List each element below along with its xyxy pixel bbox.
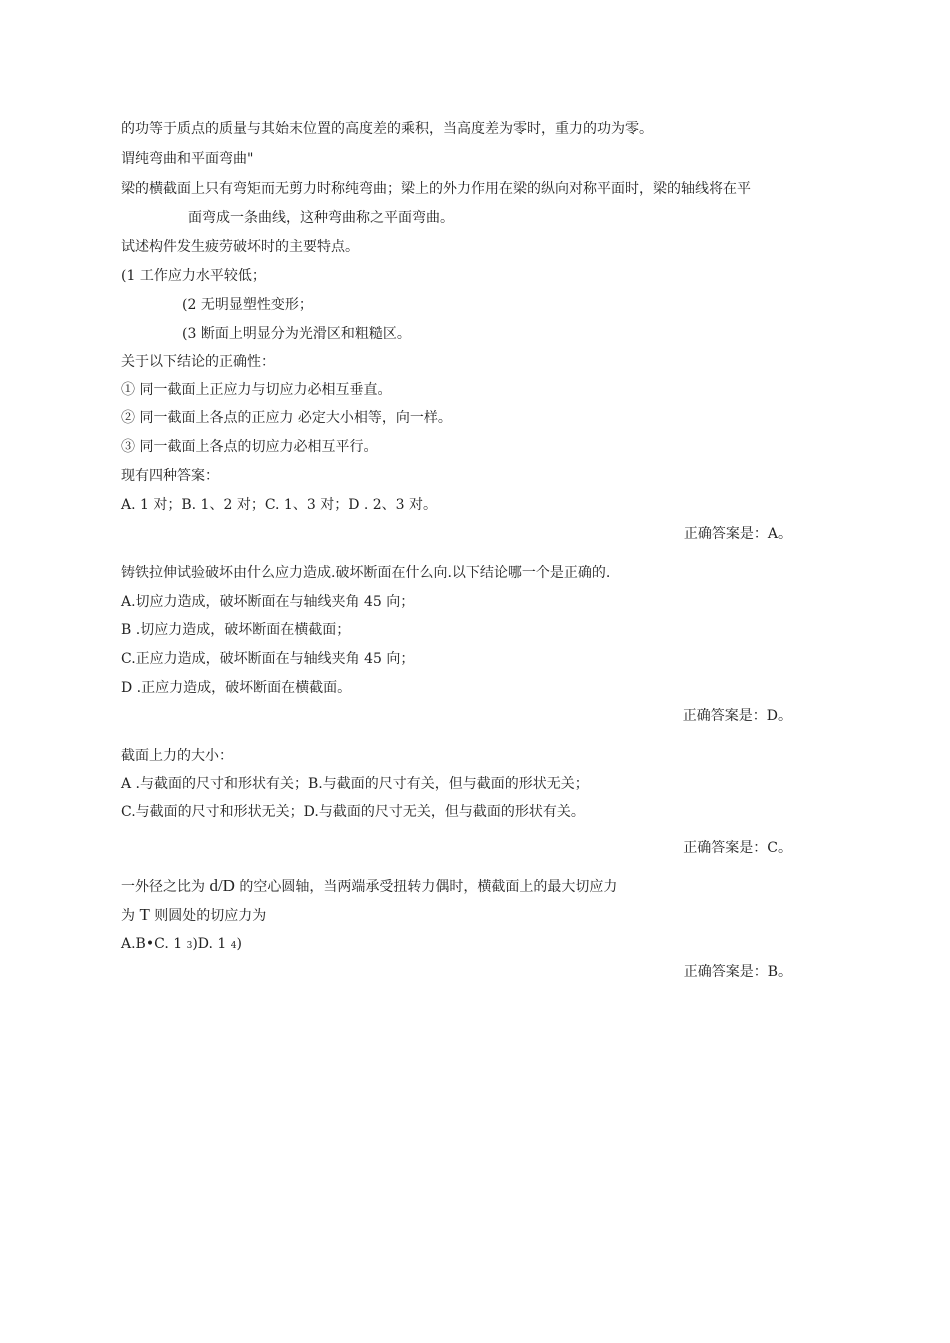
answer-option: B .切应力造成，破坏断面在横截面； <box>121 622 351 638</box>
answer-options: A. 1 对；B. 1、2 对；C. 1、3 对；D . 2、3 对。 <box>121 497 438 513</box>
text-line: 为 T 则圆处的切应力为 <box>121 905 267 924</box>
list-item: (2 无明显塑性变形； <box>182 297 313 313</box>
answer-option: C.正应力造成，破坏断面在与轴线夹角 45 向； <box>121 651 415 667</box>
tau-symbol: T <box>139 905 150 924</box>
answer-option: D .正应力造成，破坏断面在横截面。 <box>121 680 352 696</box>
question-heading: 谓纯弯曲和平面弯曲" <box>121 151 254 167</box>
question-heading: 关于以下结论的正确性： <box>121 354 275 370</box>
text-line: 面弯成一条曲线，这种弯曲称之平面弯曲。 <box>188 210 454 226</box>
text-line: 的功等于质点的质量与其始末位置的高度差的乘积，当高度差为零时，重力的功为零。 <box>121 121 653 137</box>
correct-answer: 正确答案是：B。 <box>683 964 792 980</box>
answer-option: A .与截面的尺寸和形状有关；B.与截面的尺寸有关，但与截面的形状无关； <box>121 776 589 792</box>
question-heading: 铸铁拉伸试验破坏由什么应力造成.破坏断面在什么向.以下结论哪一个是正确的. <box>121 565 611 581</box>
answer-options: A.B•C. 1 3)D. 1 4) <box>121 936 242 952</box>
correct-answer: 正确答案是：C。 <box>683 840 792 856</box>
list-item: ③ 同一截面上各点的切应力必相互平行。 <box>121 439 378 455</box>
correct-answer: 正确答案是：D。 <box>682 708 792 724</box>
answer-option: A.切应力造成，破坏断面在与轴线夹角 45 向； <box>121 594 415 610</box>
ratio-symbol: d/D <box>209 876 235 895</box>
list-item: (1 工作应力水平较低； <box>121 268 266 284</box>
text-line: 梁的横截面上只有弯矩而无剪力时称纯弯曲；梁上的外力作用在梁的纵向对称平面时，梁的轴线将在平 <box>121 181 751 197</box>
question-heading: 一外径之比为 d/D 的空心圆轴，当两端承受扭转力偶时，横截面上的最大切应力 <box>121 876 618 895</box>
list-item: (3 断面上明显分为光滑区和粗糙区。 <box>182 326 411 342</box>
text-line: 现有四种答案： <box>121 468 219 484</box>
question-heading: 截面上力的大小： <box>121 748 233 764</box>
answer-option: C.与截面的尺寸和形状无关；D.与截面的尺寸无关，但与截面的形状有关。 <box>121 804 585 820</box>
question-heading: 试述构件发生疲劳破坏时的主要特点。 <box>121 239 359 255</box>
correct-answer: 正确答案是：A。 <box>683 526 792 542</box>
list-item: ② 同一截面上各点的正应力 必定大小相等，向一样。 <box>121 410 452 426</box>
list-item: ① 同一截面上正应力与切应力必相互垂直。 <box>121 382 392 398</box>
